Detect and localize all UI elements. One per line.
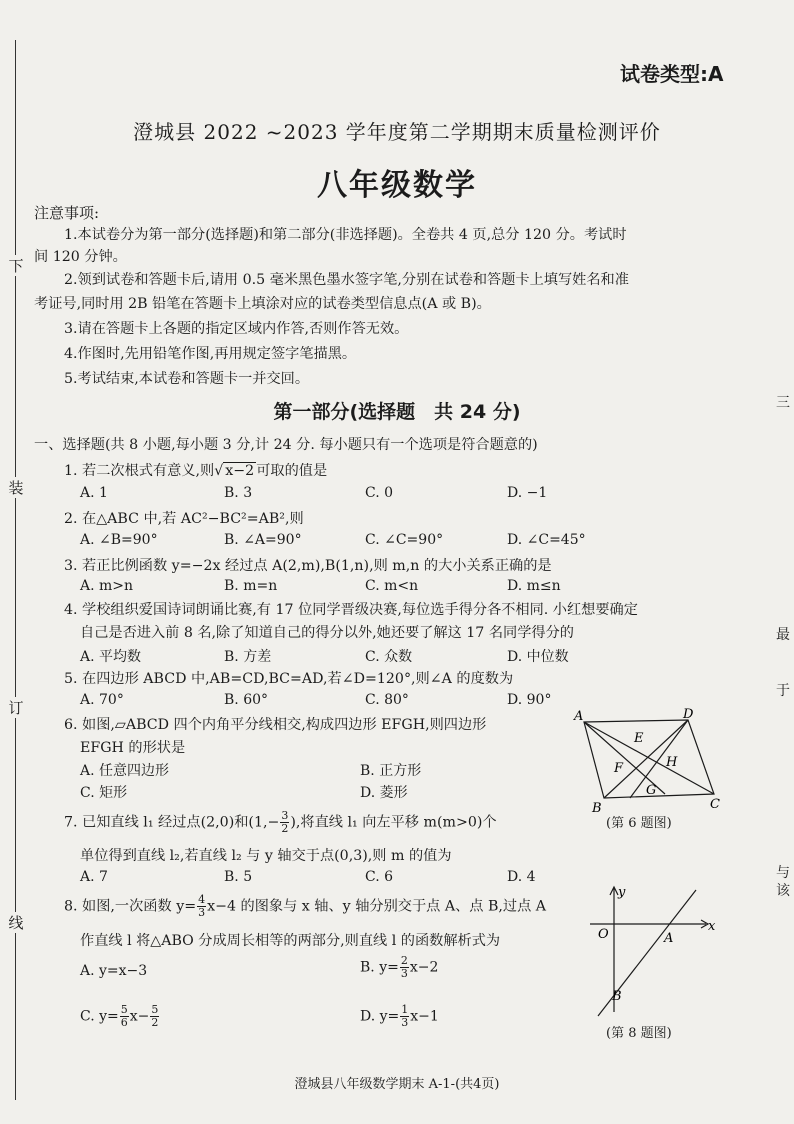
q6-option-c: C. 矩形 (80, 785, 128, 801)
label-e: E (634, 731, 644, 746)
label-d: D (683, 708, 694, 722)
question-8-stem: 8. 如图,一次函数 y= $\frac{4}{3}$ x−4 的图象与 x 轴、y 轴分别交于点 A、点 B,过点 A (64, 893, 547, 919)
q2-option-d: D. ∠C=45° (507, 532, 586, 548)
q8-option-c: C. y= $\frac{5}{6}$ x− $\frac{5}{2}$ (80, 1003, 159, 1029)
q7-option-b: B. 5 (224, 869, 253, 885)
q6-option-d: D. 菱形 (360, 785, 408, 801)
q8-option-a: A. y=x−3 (80, 963, 148, 979)
paper-type: 试卷类型:A (620, 62, 724, 86)
label-a: A (664, 931, 674, 946)
margin-char: 于 (776, 683, 790, 699)
q3-option-b: B. m=n (224, 578, 278, 594)
q7-option-d: D. 4 (507, 869, 536, 885)
question-2-stem: 2. 在△ABC 中,若 AC²−BC²=AB²,则 (64, 511, 304, 527)
note-item: 3.请在答题卡上各题的指定区域内作答,否则作答无效。 (64, 321, 409, 337)
question-4-stem: 4. 学校组织爱国诗词朗诵比赛,有 17 位同学晋级决赛,每位选手得分各不相同. 小红想要确定 (64, 602, 638, 618)
q6-option-a: A. 任意四边形 (80, 763, 170, 779)
q5-option-c: C. 80° (365, 692, 409, 708)
label-h: H (666, 755, 678, 770)
q1-option-a: A. 1 (80, 485, 108, 501)
q8-option-b: B. y= $\frac{2}{3}$ x−2 (360, 954, 439, 980)
question-8-stem-cont: 作直线 l 将△ABO 分成周长相等的两部分,则直线 l 的函数解析式为 (80, 933, 501, 949)
q3-option-a: A. m>n (80, 578, 134, 594)
label-b: B (612, 989, 622, 1004)
margin-char: 该 (776, 883, 790, 899)
question-4-stem-cont: 自己是否进入前 8 名,除了知道自己的得分以外,她还要了解这 17 名同学得分的 (80, 625, 574, 641)
q1-option-b: B. 3 (224, 485, 253, 501)
label-y: y (618, 885, 626, 900)
q5-option-d: D. 90° (507, 692, 552, 708)
q1-option-c: C. 0 (365, 485, 394, 501)
q2-option-c: C. ∠C=90° (365, 532, 444, 548)
binding-char-ding: 订 (6, 697, 26, 718)
q2-option-b: B. ∠A=90° (224, 532, 302, 548)
figure-8-caption: (第 8 题图) (606, 1026, 672, 1041)
q1-option-d: D. −1 (507, 485, 548, 501)
margin-char: 三 (776, 395, 790, 411)
q3-option-d: D. m≤n (507, 578, 561, 594)
figure-6-caption: (第 6 题图) (606, 816, 672, 831)
figure-8-coordinate-plane (582, 880, 722, 1020)
q6-option-b: B. 正方形 (360, 763, 422, 779)
margin-char: 最 (776, 627, 790, 643)
notes-heading: 注意事项: (34, 204, 100, 222)
label-a: A (574, 709, 584, 724)
binding-char-zhuang: 装 (6, 477, 26, 498)
q7-option-a: A. 7 (80, 869, 108, 885)
label-o: O (598, 927, 609, 942)
label-g: G (646, 783, 657, 798)
q4-option-d: D. 中位数 (507, 649, 569, 665)
exam-subtitle: 八年级数学 (317, 168, 477, 203)
q2-option-a: A. ∠B=90° (80, 532, 158, 548)
question-6-stem: 6. 如图,▱ABCD 四个内角平分线相交,构成四边形 EFGH,则四边形 (64, 717, 487, 733)
label-x: x (708, 919, 716, 934)
figure-6-parallelogram (570, 708, 730, 816)
margin-char: 与 (776, 865, 790, 881)
question-7-stem: 7. 已知直线 l₁ 经过点(2,0)和(1,− $\frac{3}{2}$ ),将直线 l₁ 向左平移 m(m>0)个 (64, 809, 497, 835)
question-6-stem-cont: EFGH 的形状是 (80, 740, 186, 756)
question-7-stem-cont: 单位得到直线 l₂,若直线 l₂ 与 y 轴交于点(0,3),则 m 的值为 (80, 848, 452, 864)
note-item: 考证号,同时用 2B 铅笔在答题卡上填涂对应的试卷类型信息点(A 或 B)。 (34, 296, 491, 312)
q5-option-a: A. 70° (80, 692, 124, 708)
note-item: 间 120 分钟。 (34, 249, 127, 265)
q4-option-b: B. 方差 (224, 649, 272, 665)
q4-option-a: A. 平均数 (80, 649, 142, 665)
note-item: 5.考试结束,本试卷和答题卡一并交回。 (64, 371, 310, 387)
q7-option-c: C. 6 (365, 869, 394, 885)
binding-char-xian: 线 (6, 912, 26, 933)
page-footer: 澄城县八年级数学期末 A-1-(共4页) (294, 1077, 500, 1092)
label-f: F (614, 761, 624, 776)
label-b: B (592, 801, 602, 816)
note-item: 4.作图时,先用铅笔作图,再用规定签字笔描黑。 (64, 346, 357, 362)
binding-char-xia: 下 (6, 255, 26, 276)
q8-option-d: D. y= $\frac{1}{3}$ x−1 (360, 1003, 439, 1029)
q3-option-c: C. m<n (365, 578, 419, 594)
section-heading: 一、选择题(共 8 小题,每小题 3 分,计 24 分. 每小题只有一个选项是符合题意的) (34, 437, 538, 453)
note-item: 2.领到试卷和答题卡后,请用 0.5 毫米黑色墨水签字笔,分别在试卷和答题卡上填写姓名和准 (64, 272, 629, 288)
part-title: 第一部分(选择题 共 24 分) (273, 401, 521, 423)
q5-option-b: B. 60° (224, 692, 269, 708)
question-3-stem: 3. 若正比例函数 y=−2x 经过点 A(2,m),B(1,n),则 m,n 的大小关系正确的是 (64, 558, 552, 574)
exam-title: 澄城县 2022 ~2023 学年度第二学期期末质量检测评价 (133, 120, 661, 144)
question-5-stem: 5. 在四边形 ABCD 中,AB=CD,BC=AD,若∠D=120°,则∠A 的度数为 (64, 671, 514, 687)
note-item: 1.本试卷分为第一部分(选择题)和第二部分(非选择题)。全卷共 4 页,总分 120 分。考试时 (64, 227, 627, 243)
q4-option-c: C. 众数 (365, 649, 413, 665)
label-c: C (710, 797, 720, 812)
question-1-stem: 1. 若二次根式有意义,则√ x−2 可取的值是 (64, 463, 328, 479)
